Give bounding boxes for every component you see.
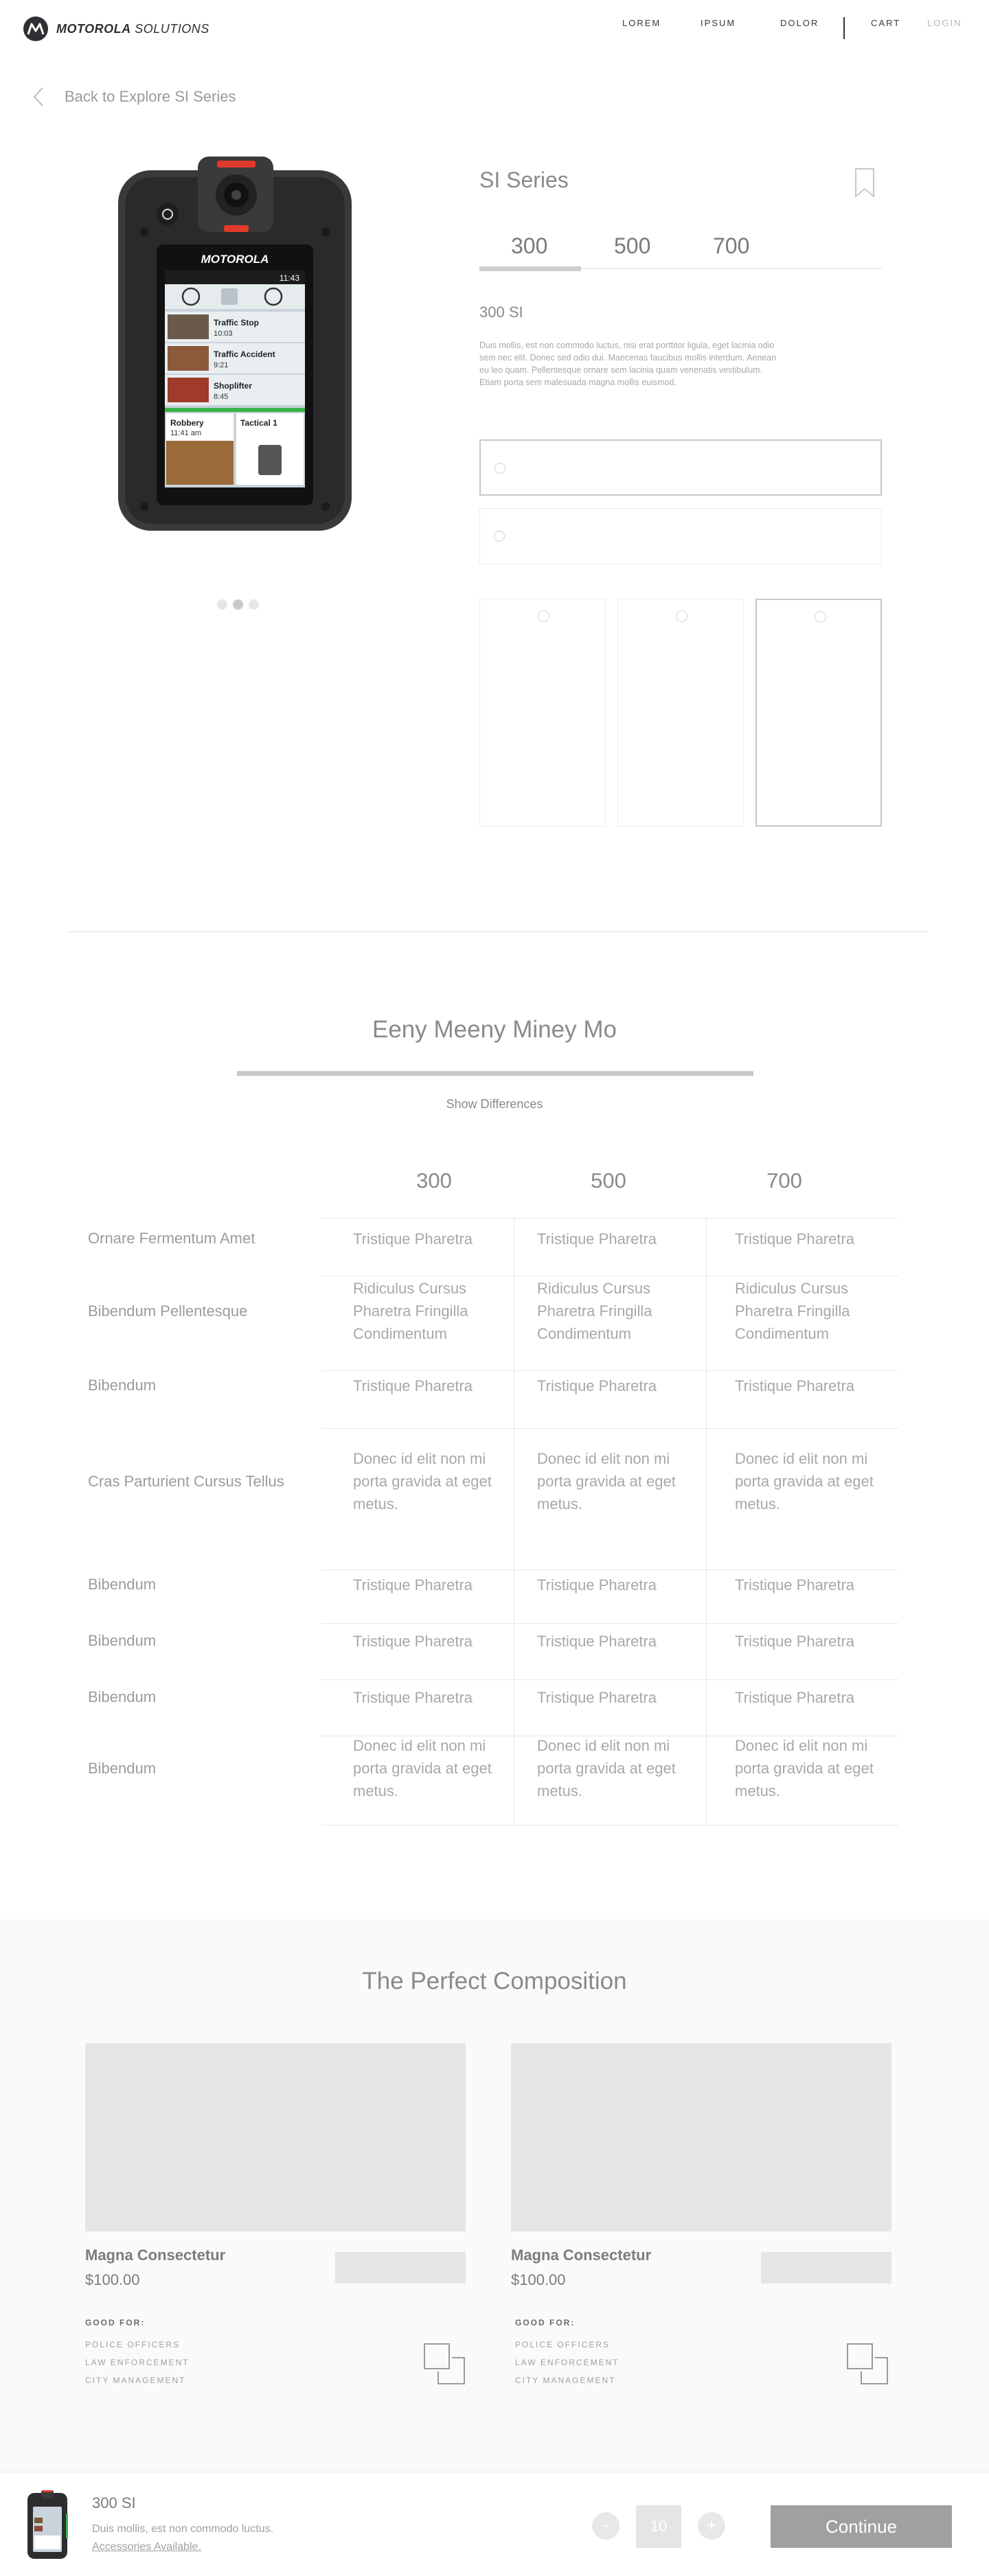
row-label: Bibendum	[88, 1377, 157, 1394]
config-card[interactable]	[617, 599, 744, 827]
carousel-dot[interactable]	[249, 599, 259, 610]
product-price: $100.00	[85, 2271, 140, 2288]
table-row-divider	[321, 1218, 898, 1219]
row-label: Ornare Fermentum Amet	[88, 1230, 255, 1247]
table-cell: Donec id elit non mi porta gravida at eget metus.	[353, 1737, 492, 1799]
product-thumbnail	[25, 2490, 70, 2562]
table-column-divider	[706, 1218, 707, 1825]
chevron-left-icon	[33, 87, 44, 107]
continue-button[interactable]: Continue	[771, 2505, 952, 2548]
table-row-divider	[321, 1623, 898, 1624]
product-image	[114, 157, 357, 534]
row-label: Cras Parturient Cursus Tellus	[88, 1473, 284, 1490]
brand-wordmark: MOTOROLA SOLUTIONS	[56, 21, 209, 36]
table-cell: Tristique Pharetra	[735, 1377, 855, 1394]
table-cell: Tristique Pharetra	[353, 1576, 473, 1594]
sticky-model-name: 300 SI	[92, 2494, 136, 2511]
table-cell: Ridiculus Cursus Pharetra Fringilla Condimentum	[353, 1280, 468, 1342]
row-label: Bibendum	[88, 1688, 157, 1705]
nav-item-dolor[interactable]: DOLOR	[780, 17, 819, 28]
sticky-description	[92, 2520, 291, 2556]
good-for-label: GOOD FOR:	[85, 2318, 146, 2327]
table-cell: Tristique Pharetra	[735, 1230, 855, 1247]
option[interactable]	[479, 508, 882, 564]
table-cell: Donec id elit non mi porta gravida at eget metus.	[353, 1450, 492, 1513]
good-for-item: LAW ENFORCEMENT	[85, 2358, 190, 2367]
model-name: 300 SI	[479, 303, 523, 321]
site-header	[0, 0, 989, 58]
model-description: Duis mollis, est non commodo luctus, nisi erat porttitor ligula, eget lacinia odio sem nec elit. Donec sed odio dui. Maecenas faucibus mollis interdum. Aenean eu leo quam. Pellentesque ornare sem lacinia quam venenatis vestibulum. Etiam porta sem malesuada magna mollis euismod.	[479, 341, 777, 387]
nav-divider	[843, 17, 845, 39]
table-row-divider	[321, 1428, 898, 1429]
row-label: Bibendum	[88, 1576, 157, 1593]
radio-button[interactable]	[815, 611, 826, 623]
product-image-placeholder	[511, 2043, 891, 2231]
back-link[interactable]	[33, 87, 236, 107]
option-selected[interactable]	[479, 439, 882, 496]
svg-text:11:41 am: 11:41 am	[170, 429, 202, 437]
table-cell: Tristique Pharetra	[353, 1377, 473, 1394]
table-row-divider	[321, 1679, 898, 1680]
active-tab-indicator	[479, 266, 581, 271]
table-cell: Tristique Pharetra	[537, 1689, 657, 1706]
product-name: Magna Consectetur	[85, 2246, 226, 2264]
good-for-item: LAW ENFORCEMENT	[515, 2358, 619, 2367]
nav-item-ipsum[interactable]: IPSUM	[701, 17, 736, 28]
svg-text:9:21: 9:21	[214, 361, 229, 369]
table-cell: Donec id elit non mi porta gravida at eget metus.	[537, 1737, 676, 1799]
add-to-cart-button[interactable]	[761, 2252, 891, 2284]
table-cell: Tristique Pharetra	[353, 1633, 473, 1650]
svg-text:MOTOROLA: MOTOROLA	[201, 253, 269, 266]
table-cell: Tristique Pharetra	[353, 1689, 473, 1706]
svg-text:10:03: 10:03	[214, 330, 233, 338]
table-cell: Ridiculus Cursus Pharetra Fringilla Condimentum	[537, 1280, 652, 1342]
compare-icon[interactable]	[845, 2341, 890, 2390]
good-for-item: POLICE OFFICERS	[515, 2340, 611, 2349]
table-cell: Donec id elit non mi porta gravida at eget metus.	[735, 1737, 874, 1799]
svg-text:Traffic Accident: Traffic Accident	[214, 349, 275, 359]
good-for-label: GOOD FOR:	[515, 2318, 576, 2327]
table-cell: Tristique Pharetra	[735, 1633, 855, 1650]
good-for-item: POLICE OFFICERS	[85, 2340, 181, 2349]
good-for-item: CITY MANAGEMENT	[515, 2376, 616, 2385]
good-for-item: CITY MANAGEMENT	[85, 2376, 186, 2385]
svg-text:Tactical 1: Tactical 1	[240, 418, 277, 428]
radio-button[interactable]	[538, 610, 549, 622]
carousel-dots	[217, 599, 259, 610]
good-for-list	[85, 2336, 190, 2389]
svg-text:Shoplifter: Shoplifter	[214, 381, 252, 391]
tab-700[interactable]: 700	[713, 233, 750, 258]
table-cell: Tristique Pharetra	[537, 1633, 657, 1650]
table-cell: Ridiculus Cursus Pharetra Fringilla Condimentum	[735, 1280, 850, 1342]
series-title: SI Series	[479, 168, 569, 192]
tab-500[interactable]: 500	[614, 233, 651, 258]
column-header-500: 500	[591, 1169, 626, 1193]
table-cell: Tristique Pharetra	[537, 1576, 657, 1594]
carousel-dot-active[interactable]	[233, 599, 243, 610]
show-differences-link[interactable]: Show Differences	[446, 1097, 543, 1111]
model-tabs	[479, 228, 882, 269]
comparison-title: Eeny Meeny Miney Mo	[372, 1016, 617, 1043]
table-cell: Tristique Pharetra	[353, 1230, 473, 1247]
table-row-divider	[321, 1569, 898, 1570]
product-price: $100.00	[511, 2271, 566, 2288]
motorola-logo-icon	[23, 16, 48, 41]
table-row-divider	[321, 1370, 898, 1371]
product-image-placeholder	[85, 2043, 466, 2231]
accessories-link[interactable]: Accessories Available.	[92, 2541, 201, 2553]
nav-item-lorem[interactable]: LOREM	[622, 17, 661, 28]
row-label: Bibendum	[88, 1632, 157, 1649]
quantity-increase-button[interactable]: +	[698, 2512, 725, 2540]
cart-link[interactable]: CART	[871, 17, 901, 28]
product-name: Magna Consectetur	[511, 2246, 652, 2264]
table-cell: Tristique Pharetra	[537, 1230, 657, 1247]
compare-icon[interactable]	[422, 2341, 467, 2390]
svg-text:Robbery: Robbery	[170, 418, 204, 428]
column-header-300: 300	[416, 1169, 452, 1193]
config-card-selected[interactable]	[755, 599, 882, 827]
composition-title: The Perfect Composition	[362, 1968, 627, 1994]
table-cell: Donec id elit non mi porta gravida at eget metus.	[735, 1450, 874, 1513]
config-card[interactable]	[479, 599, 606, 827]
radio-button[interactable]	[676, 610, 687, 622]
svg-text:8:45: 8:45	[214, 393, 229, 401]
svg-text:Traffic Stop: Traffic Stop	[214, 318, 260, 327]
bookmark-icon[interactable]	[854, 168, 875, 201]
table-row-divider	[321, 1825, 898, 1826]
brand-logo[interactable]	[23, 16, 209, 41]
svg-text:11:43: 11:43	[279, 273, 299, 283]
quantity-input[interactable]: 10	[636, 2505, 681, 2548]
row-label: Bibendum Pellentesque	[88, 1302, 248, 1320]
tab-300[interactable]: 300	[511, 233, 548, 258]
sticky-purchase-bar	[0, 2472, 989, 2576]
row-label: Bibendum	[88, 1760, 157, 1777]
table-cell: Donec id elit non mi porta gravida at eget metus.	[537, 1450, 676, 1513]
radio-button[interactable]	[494, 531, 505, 542]
radio-button[interactable]	[494, 463, 505, 474]
add-to-cart-button[interactable]	[335, 2252, 466, 2284]
quantity-decrease-button[interactable]: -	[592, 2512, 619, 2540]
back-link-label: Back to Explore SI Series	[65, 88, 236, 105]
carousel-dot[interactable]	[217, 599, 227, 610]
comparison-bar	[237, 1071, 753, 1076]
column-header-700: 700	[766, 1169, 802, 1193]
sticky-desc-text: Duis mollis, est non commodo luctus.	[92, 2523, 274, 2535]
section-divider	[66, 931, 927, 932]
good-for-list	[515, 2336, 619, 2389]
table-cell: Tristique Pharetra	[537, 1377, 657, 1394]
table-cell: Tristique Pharetra	[735, 1689, 855, 1706]
table-cell: Tristique Pharetra	[735, 1576, 855, 1594]
login-link[interactable]: LOGIN	[927, 17, 962, 28]
